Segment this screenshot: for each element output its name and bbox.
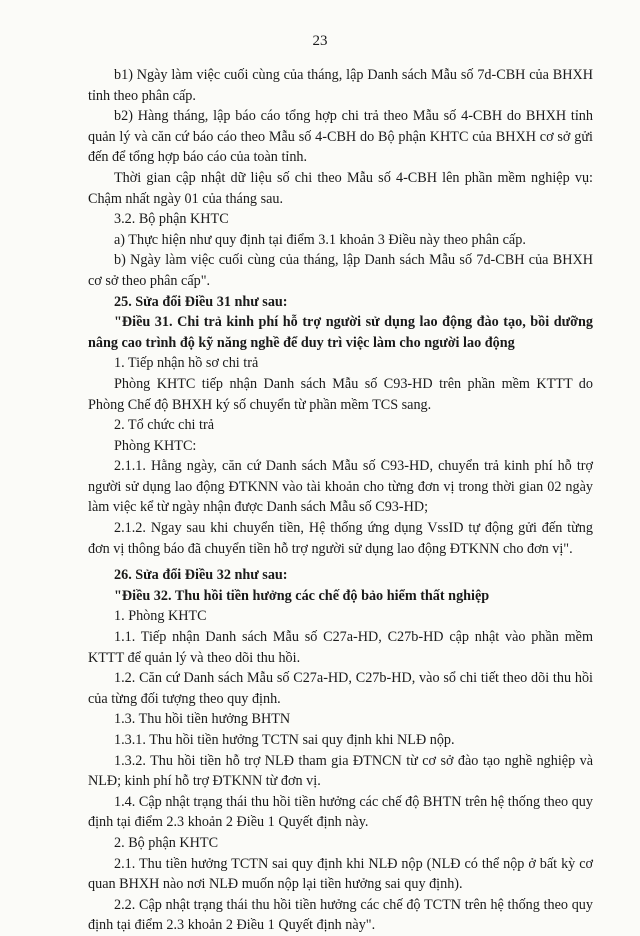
paragraph-b: b) Ngày làm việc cuối cùng của tháng, lập Danh sách Mẫu số 7d-CBH của BHXH cơ sở theo phân cấp". <box>88 252 593 289</box>
paragraph-1-3-2: 1.3.2. Thu hồi tiền hỗ trợ NLĐ tham gia ĐTNCN từ cơ sở đào tạo nghề nghiệp và NLĐ; kinh phí hỗ trợ ĐTKNN từ đơn vị. <box>88 752 593 790</box>
paragraph-1-3-1: 1.3.1. Thu hồi tiền hưởng TCTN sai quy định khi NLĐ nộp. <box>114 732 455 748</box>
paragraph-1-2: 1.2. Căn cứ Danh sách Mẫu số C27a-HD, C27b-HD, vào sổ chi tiết theo dõi thu hồi của từng đối tượng theo quy định. <box>88 670 593 707</box>
paragraph-1-3: 1.3. Thu hồi tiền hưởng BHTN <box>114 711 291 728</box>
paragraph-1-khtc: 1. Phòng KHTC <box>114 608 207 625</box>
paragraph-3-2: 3.2. Bộ phận KHTC <box>114 211 229 228</box>
heading-amend-article-31: 25. Sửa đổi Điều 31 như sau: <box>114 293 288 310</box>
paragraph-2-1: 2.1. Thu tiền hưởng TCTN sai quy định khi NLĐ nộp (NLĐ có thể nộp ở bất kỳ cơ quan BHXH nào nơi NLĐ muốn nộp lại tiền hưởng sai quy định). <box>88 855 593 893</box>
document-body <box>88 65 593 936</box>
paragraph-b1: b1) Ngày làm việc cuối cùng của tháng, lập Danh sách Mẫu số 7d-CBH của BHXH tỉnh theo phân cấp. <box>88 67 593 104</box>
paragraph-2-khtc: 2. Bộ phận KHTC <box>114 834 219 851</box>
heading-amend-article-32: 26. Sửa đổi Điều 32 như sau: <box>114 567 288 584</box>
paragraph-b2: b2) Hàng tháng, lập báo cáo tổng hợp chi trả theo Mẫu số 4-CBH do BHXH tỉnh quản lý và căn cứ báo cáo theo Mẫu số 4-CBH do Bộ phận KHTC của BHXH cơ sở gửi đến để tổng hợp báo cáo của toàn tỉnh. <box>88 108 593 166</box>
article-32-title: "Điều 32. Thu hồi tiền hưởng các chế độ bảo hiểm thất nghiệp <box>114 587 490 604</box>
paragraph-1-4: 1.4. Cập nhật trạng thái thu hồi tiền hưởng các chế độ BHTN trên hệ thống theo quy định tại điểm 2.3 khoản 2 Điều 1 Quyết định này. <box>88 793 593 831</box>
article-31-title: "Điều 31. Chi trả kinh phí hỗ trợ người sử dụng lao động đào tạo, bồi dưỡng nâng cao trình độ kỹ năng nghề để duy trì việc làm cho người lao động <box>88 314 593 351</box>
paragraph-khtc: Phòng KHTC: <box>114 437 197 454</box>
paragraph-a: a) Thực hiện như quy định tại điểm 3.1 khoản 3 Điều này theo phân cấp. <box>114 231 526 248</box>
page-number: 23 <box>312 33 328 49</box>
paragraph-update-time: Thời gian cập nhật dữ liệu số chi theo Mẫu số 4-CBH lên phần mềm nghiệp vụ: Chậm nhất ngày 01 của tháng sau. <box>88 169 593 207</box>
paragraph-2-2: 2.2. Cập nhật trạng thái thu hồi tiền hưởng các chế độ TCTN trên hệ thống theo quy định tại điểm 2.3 khoản 2 Điều 1 Quyết định này". <box>88 896 593 934</box>
paragraph-2-1-2: 2.1.2. Ngay sau khi chuyển tiền, Hệ thống ứng dụng VssID tự động gửi đến từng đơn vị thông báo đã chuyển tiền hỗ trợ người sử dụng lao động ĐTKNN cho đơn vị". <box>88 520 593 557</box>
paragraph-1-1: 1.1. Tiếp nhận Danh sách Mẫu số C27a-HD, C27b-HD cập nhật vào phần mềm KTTT để quản lý và theo dõi thu hồi. <box>88 629 593 666</box>
paragraph-2-1-1: 2.1.1. Hằng ngày, căn cứ Danh sách Mẫu số C93-HD, chuyển trả kinh phí hỗ trợ người sử dụng lao động ĐTKNN vào tài khoản cho từng đơn vị trong thời gian 02 ngày làm việc kể từ ngày nhận được Danh sách Mẫu số C93-HD; <box>88 458 593 516</box>
paragraph-khtc-receive: Phòng KHTC tiếp nhận Danh sách Mẫu số C93-HD trên phần mềm KTTT do Phòng Chế độ BHXH ký số chuyển từ phần mềm TCS sang. <box>88 375 593 413</box>
paragraph-organize-payment: 2. Tổ chức chi trả <box>114 417 215 434</box>
paragraph-receive-docs: 1. Tiếp nhận hồ sơ chi trả <box>114 355 259 372</box>
